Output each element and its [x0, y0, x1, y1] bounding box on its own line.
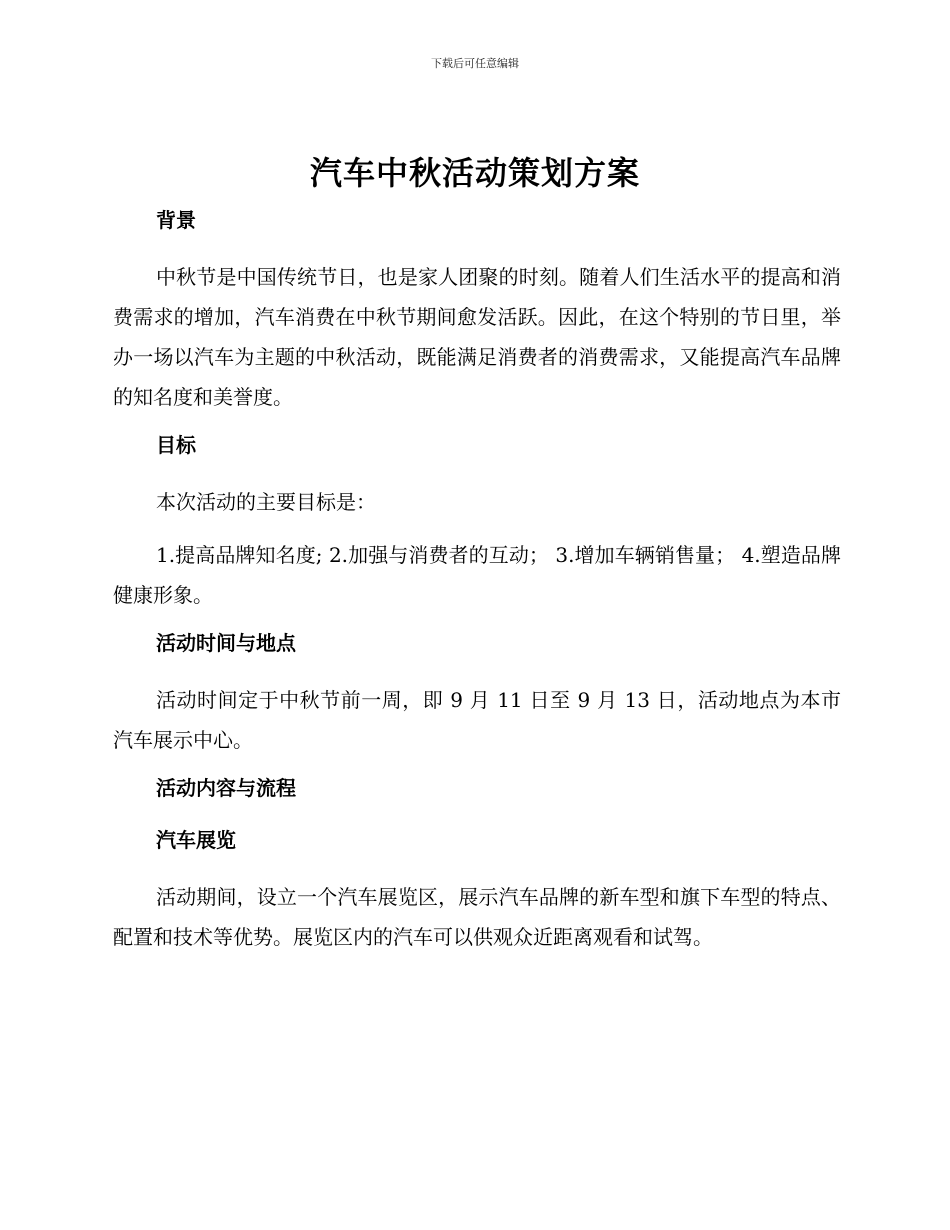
- background-paragraph: 中秋节是中国传统节日，也是家人团聚的时刻。随着人们生活水平的提高和消费需求的增加，汽车消费在中秋节期间愈发活跃。因此，在这个特别的节日里，举办一场以汽车为主题的中秋活动，既能满足消费者的消费需求，又能提高汽车品牌的知名度和美誉度。: [113, 265, 841, 409]
- section-heading-time-place: 活动时间与地点: [156, 631, 296, 655]
- section-heading-content-flow: 活动内容与流程: [156, 776, 296, 800]
- header-note: 下载后可任意编辑: [431, 57, 519, 70]
- section-heading-car-exhibition: 汽车展览: [156, 828, 236, 852]
- goals-intro-paragraph: 本次活动的主要目标是：: [156, 490, 376, 514]
- goals-list-paragraph: 1.提高品牌知名度; 2.加强与消费者的互动； 3.增加车辆销售量； 4.塑造品牌健康形象。: [113, 543, 841, 607]
- car-exhibition-paragraph: 活动期间，设立一个汽车展览区，展示汽车品牌的新车型和旗下车型的特点、配置和技术等优势。展览区内的汽车可以供观众近距离观看和试驾。: [113, 885, 841, 949]
- time-place-paragraph: 活动时间定于中秋节前一周，即 9 月 11 日至 9 月 13 日，活动地点为本市汽车展示中心。: [113, 688, 841, 752]
- section-heading-background: 背景: [156, 208, 196, 232]
- document-title: 汽车中秋活动策划方案: [309, 154, 640, 192]
- section-heading-goals: 目标: [156, 433, 196, 457]
- document-body: [113, 200, 841, 970]
